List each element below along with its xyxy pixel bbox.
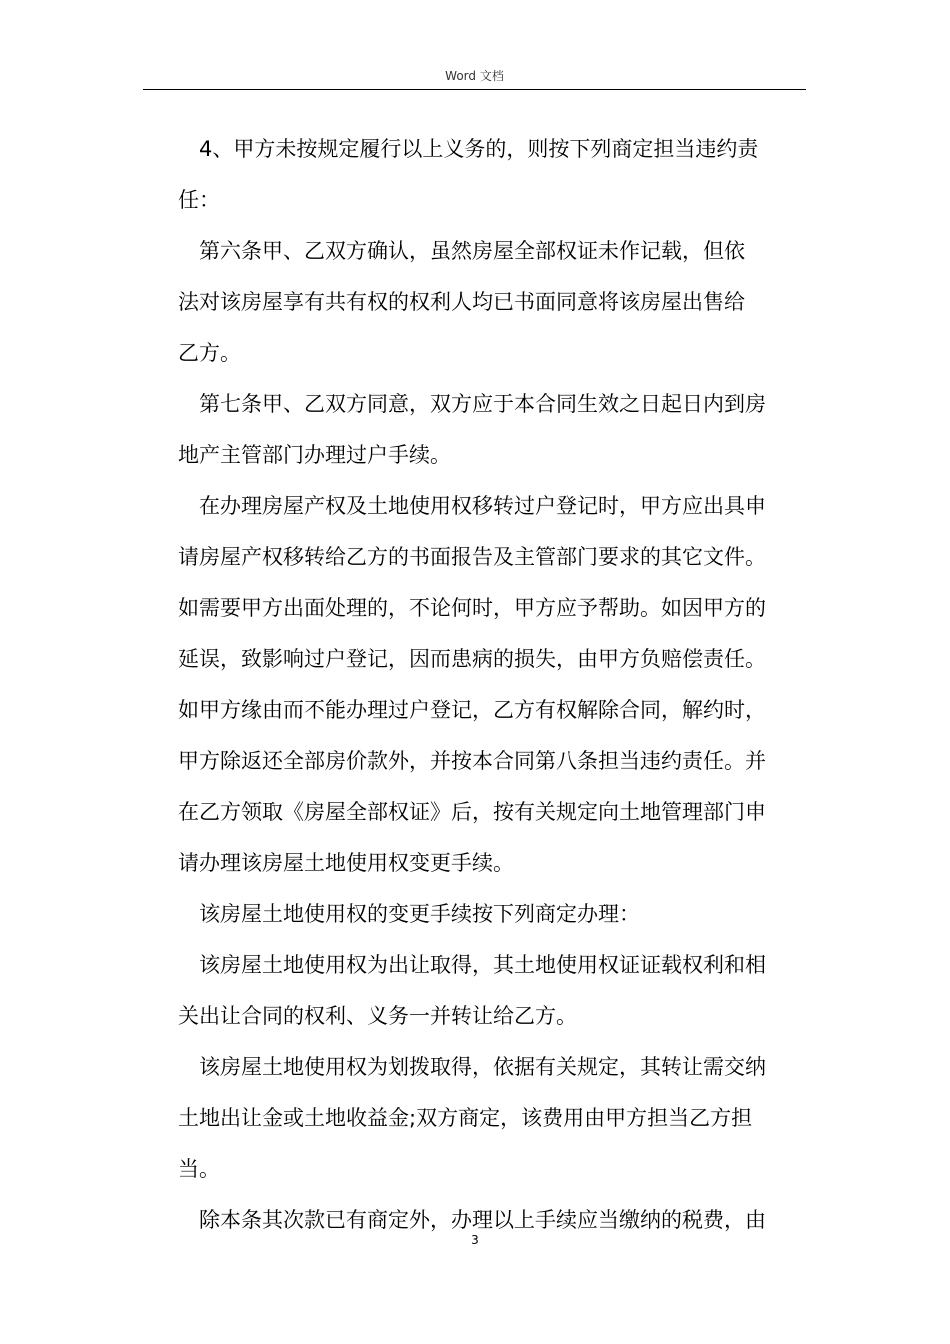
page-number: 3 (471, 1233, 479, 1247)
body-line: 如甲方缘由而不能办理过户登记，乙方有权解除合同，解约时， (178, 698, 766, 722)
body-line: 在办理房屋产权及土地使用权移转过户登记时，甲方应出具申 (199, 494, 766, 518)
body-line: 乙方。 (178, 341, 241, 365)
body-line: 第七条甲、乙双方同意，双方应于本合同生效之日起日内到房 (199, 392, 766, 416)
body-line: 第六条甲、乙双方确认，虽然房屋全部权证未作记载，但依 (199, 239, 745, 263)
body-line: 任： (178, 188, 220, 212)
header-title: Word 文档 (445, 69, 504, 83)
body-line: 当。 (178, 1157, 220, 1181)
page-header (143, 64, 806, 90)
document-body (178, 124, 808, 1246)
body-line: 甲方除返还全部房价款外，并按本合同第八条担当违约责任。并 (178, 749, 766, 773)
body-line: 请房屋产权移转给乙方的书面报告及主管部门要求的其它文件。 (178, 545, 766, 569)
body-line: 该房屋土地使用权为出让取得，其土地使用权证证载权利和相 (199, 953, 766, 977)
body-line: 请办理该房屋土地使用权变更手续。 (178, 851, 514, 875)
body-line: 法对该房屋享有共有权的权利人均已书面同意将该房屋出售给 (178, 290, 745, 314)
body-line: 关出让合同的权利、义务一并转让给乙方。 (178, 1004, 577, 1028)
body-line: 地产主管部门办理过户手续。 (178, 443, 451, 467)
body-line: 除本条其次款已有商定外，办理以上手续应当缴纳的税费，由 (199, 1208, 766, 1232)
body-line: 土地出让金或土地收益金;双方商定，该费用由甲方担当乙方担 (178, 1106, 753, 1130)
body-line: 4、甲方未按规定履行以上义务的，则按下列商定担当违约责 (199, 137, 759, 161)
body-line: 延误，致影响过户登记，因而患病的损失，由甲方负赔偿责任。 (178, 647, 766, 671)
body-line: 该房屋土地使用权的变更手续按下列商定办理： (199, 902, 640, 926)
body-line: 在乙方领取《房屋全部权证》后，按有关规定向土地管理部门申 (178, 800, 766, 824)
body-line: 该房屋土地使用权为划拨取得，依据有关规定，其转让需交纳 (199, 1055, 766, 1079)
body-line: 如需要甲方出面处理的，不论何时，甲方应予帮助。如因甲方的 (178, 596, 766, 620)
